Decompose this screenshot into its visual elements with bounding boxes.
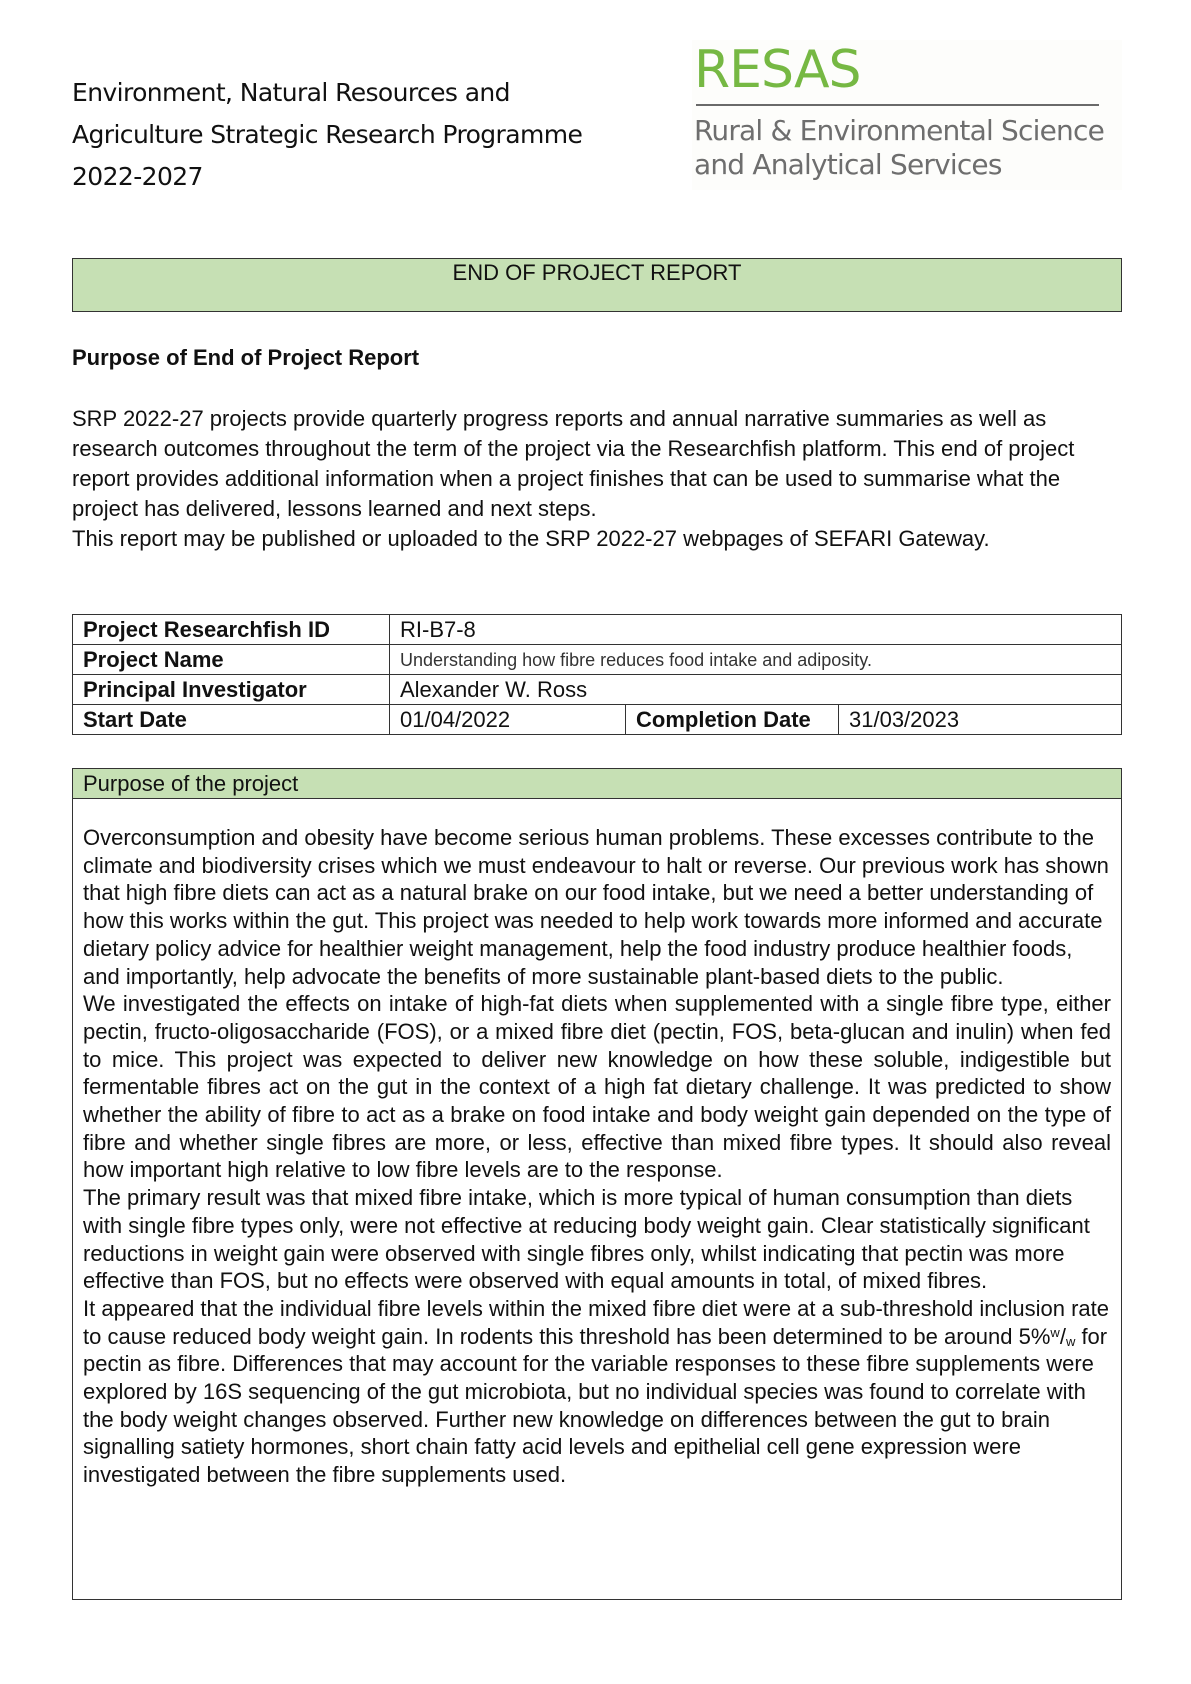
paragraph-text: for pectin as fibre. Differences that may account for the variable responses to these fibre supplements were explored by 16S sequencing of the gut microbiota, but no individual species was found to correlate with the body weight changes observed. Further new knowledge on differences between the gut to brain signalling satiety hormones, short chain fatty acid levels and epithelial cell gene expression were investigated between the fibre supplements used. — [83, 1323, 1108, 1488]
resas-logo — [692, 40, 1122, 190]
purpose-of-report-text — [72, 404, 1132, 554]
project-name-value: Understanding how fibre reduces food intake and adiposity. — [390, 645, 1122, 675]
programme-title-line: Agriculture Strategic Research Programme — [72, 120, 583, 149]
table-row — [73, 675, 1122, 705]
start-date-label: Start Date — [73, 705, 390, 735]
principal-investigator-label: Principal Investigator — [73, 675, 390, 705]
purpose-of-project-section — [72, 768, 1122, 1600]
programme-title — [72, 72, 632, 198]
purpose-of-report-heading: Purpose of End of Project Report — [72, 345, 420, 370]
table-row — [73, 705, 1122, 735]
intro-paragraph: SRP 2022-27 projects provide quarterly progress reports and annual narrative summaries as well as research outcomes throughout the term of the project via the Researchfish platform. This end of project report provides additional information when a project finishes that can be used to summarise what the project has delivered, lessons learned and next steps. — [72, 406, 1075, 521]
weight-per-weight-fraction: $^w/_w$ — [1050, 1323, 1076, 1349]
logo-subtitle — [694, 114, 1124, 182]
logo-divider — [696, 104, 1099, 106]
start-date-value: 01/04/2022 — [390, 705, 626, 735]
purpose-of-project-body — [73, 799, 1121, 1489]
project-details-table — [72, 614, 1122, 735]
body-paragraph — [83, 1295, 1111, 1489]
body-paragraph: Overconsumption and obesity have become serious human problems. These excesses contribute to the climate and biodiversity crises which we must endeavour to halt or reverse. Our previous work has shown that high fibre diets can act as a natural brake on our food intake, but we need a better understanding of how this works within the gut. This project was needed to help work towards more informed and accurate dietary policy advice for healthier weight management, help the food industry produce healthier foods, and importantly, help advocate the benefits of more sustainable plant-based diets to the public. — [83, 825, 1109, 989]
programme-title-line: Environment, Natural Resources and — [72, 78, 510, 107]
purpose-of-project-heading: Purpose of the project — [73, 769, 1121, 799]
body-paragraph: The primary result was that mixed fibre intake, which is more typical of human consumption than diets with single fibre types only, were not effective at reducing body weight gain. Clear statistically significant reductions in weight gain were observed with single fibres only, whilst indicating that pectin was more effective than FOS, but no effects were observed with equal amounts in total, of mixed fibres. — [83, 1185, 1090, 1294]
researchfish-id-value: RI-B7-8 — [390, 615, 1122, 645]
completion-date-label: Completion Date — [626, 705, 839, 735]
logo-wordmark: RESAS — [694, 40, 861, 100]
researchfish-id-label: Project Researchfish ID — [73, 615, 390, 645]
logo-subtitle-line: Rural & Environmental Science — [694, 114, 1104, 147]
principal-investigator-value: Alexander W. Ross — [390, 675, 1122, 705]
logo-subtitle-line: and Analytical Services — [694, 148, 1002, 181]
paragraph-text: It appeared that the individual fibre levels within the mixed fibre diet were at a sub-threshold inclusion rate to cause reduced body weight gain. In rodents this threshold has been determined to be around 5% — [83, 1295, 1110, 1349]
fraction-numerator: w — [1050, 1324, 1060, 1340]
fraction-denominator: w — [1065, 1333, 1076, 1349]
body-paragraph: We investigated the effects on intake of high-fat diets when supplemented with a single fibre type, either pectin, fructo-oligosaccharide (FOS), or a mixed fibre diet (pectin, FOS, beta-glucan and inulin) when fed to mice. This project was expected to deliver new knowledge on how these soluble, indigestible but fermentable fibres act on the gut in the context of a high fat dietary challenge. It was predicted to show whether the ability of fibre to act as a brake on food intake and body weight gain depended on the type of fibre and whether single fibres are more, or less, effective than mixed fibre types. It should also reveal how important high relative to low fibre levels are to the response. — [83, 991, 1111, 1183]
table-row — [73, 645, 1122, 675]
completion-date-value: 31/03/2023 — [839, 705, 1122, 735]
report-title-banner: END OF PROJECT REPORT — [72, 258, 1122, 312]
project-name-label: Project Name — [73, 645, 390, 675]
intro-paragraph: This report may be published or uploaded to the SRP 2022-27 webpages of SEFARI Gateway. — [72, 526, 990, 551]
programme-title-line: 2022-2027 — [72, 162, 203, 191]
table-row — [73, 615, 1122, 645]
